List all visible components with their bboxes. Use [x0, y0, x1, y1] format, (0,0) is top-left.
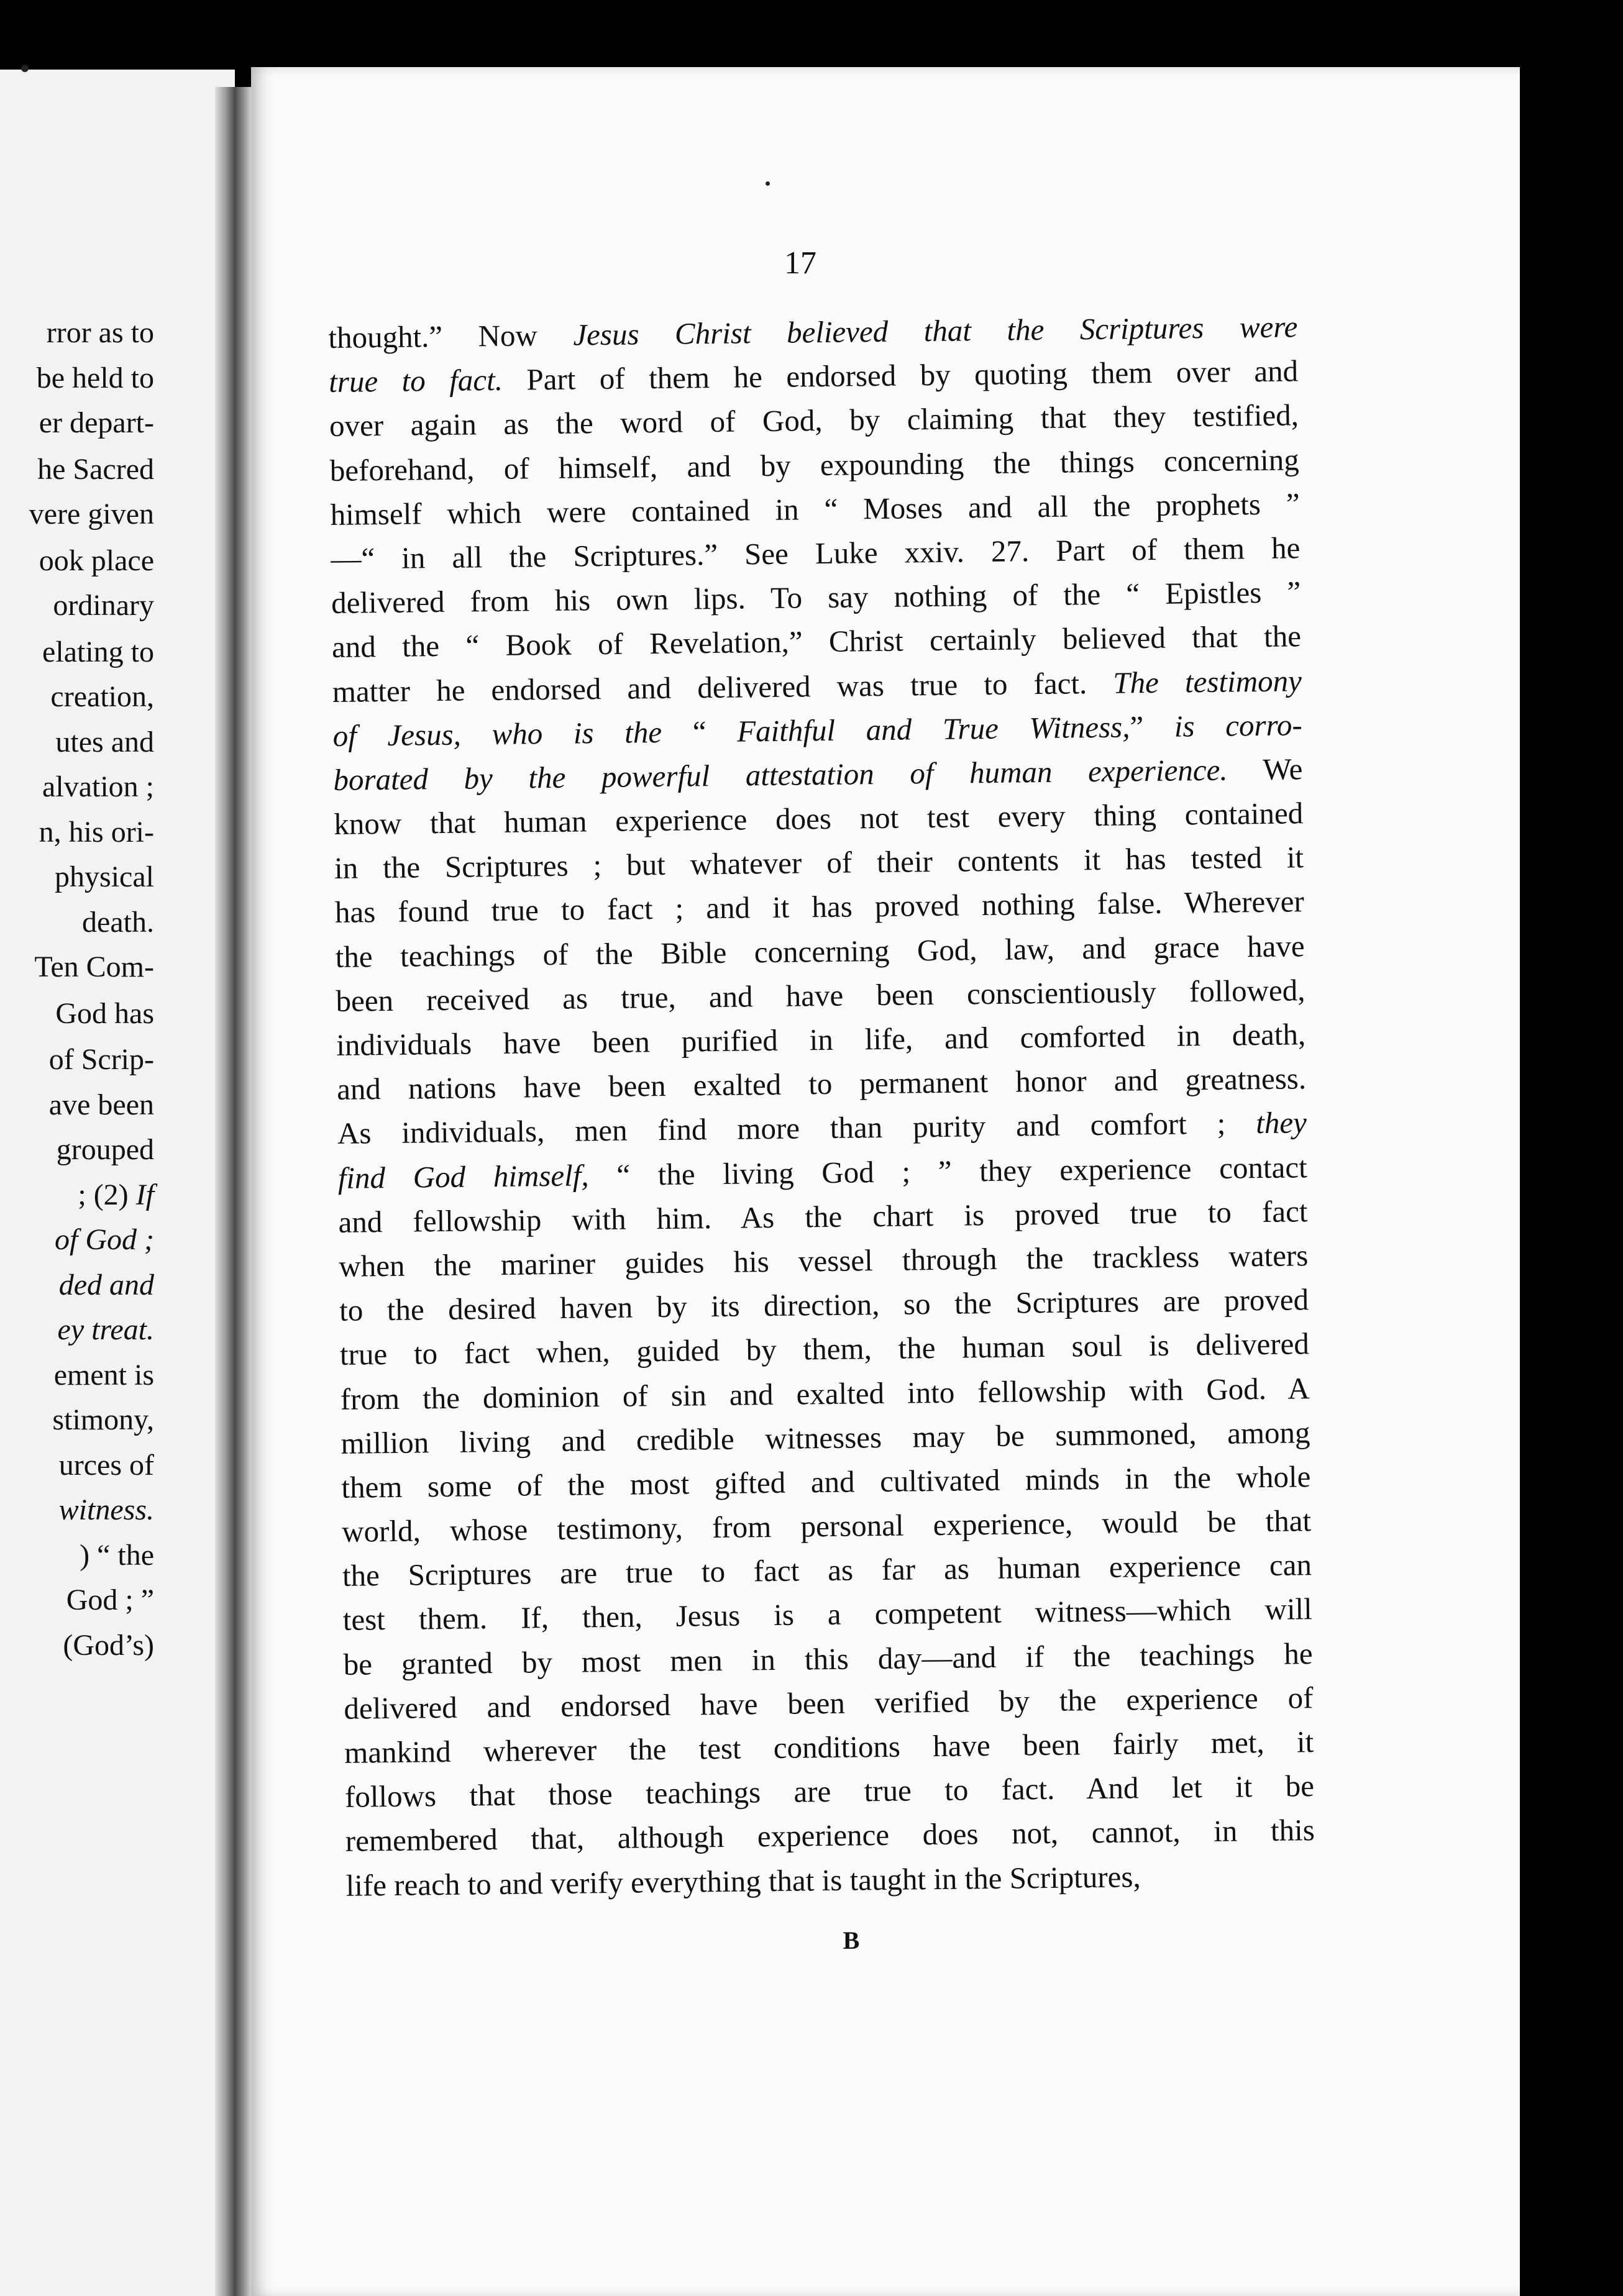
- italic-text: The testimony: [1113, 663, 1302, 700]
- text-run: himself which were contained in “ Moses and all the prophets ”: [330, 486, 1300, 532]
- text-run: has found true to fact ; and it has proved nothing false. Wherever: [334, 884, 1305, 930]
- text-run: and the “ Book of Revelation,” Christ certainly believed that the: [331, 619, 1302, 665]
- text-run: and nations have been exalted to permanent honor and greatness.: [336, 1061, 1307, 1107]
- left-page-line: physical: [55, 860, 154, 893]
- text-run: know that human experience does not test every thing contained: [333, 796, 1304, 842]
- left-page-line: he Sacred: [37, 452, 154, 486]
- text-run: individuals have been purified in life, and comforted in death,: [336, 1017, 1306, 1062]
- left-page-line: ave been: [48, 1088, 154, 1121]
- left-page-line: creation,: [50, 680, 154, 713]
- left-page-line: rror as to: [46, 316, 154, 349]
- text-run: —“ in all the Scriptures.” See Luke xxiv. 27. Part of them he: [331, 531, 1301, 576]
- italic-text: true to fact.: [328, 363, 503, 399]
- left-page-line: witness.: [58, 1493, 154, 1526]
- left-page-line: Ten Com-: [34, 950, 154, 983]
- left-page-line: ded and: [58, 1268, 154, 1301]
- left-page-line: (God’s): [63, 1628, 154, 1662]
- text-run: life reach to and verify everything that is taught in the Scriptures,: [345, 1859, 1141, 1903]
- left-page-line: be held to: [36, 361, 154, 394]
- text-run: been received as true, and have been conscientiously followed,: [336, 973, 1305, 1018]
- text-run: to the desired haven by its direction, so the Scriptures are proved: [339, 1282, 1309, 1328]
- text-run: We: [1227, 752, 1303, 787]
- italic-text: they: [1255, 1105, 1307, 1141]
- text-run: million living and credible witnesses may be summoned, among: [341, 1414, 1310, 1460]
- left-page-line: ) “ the: [80, 1538, 154, 1572]
- text-run: follows that those teachings are true to fact. And let it be: [344, 1769, 1315, 1815]
- text-run: the teachings of the Bible concerning God, law, and grace have: [335, 928, 1305, 974]
- text-run: thought.” Now: [328, 317, 574, 355]
- signature-mark: B: [843, 1926, 860, 1954]
- speck: [21, 65, 29, 72]
- text-run: “ the living God ; ” they experience contact: [588, 1149, 1307, 1192]
- left-page-line: death.: [82, 905, 154, 939]
- text-run: beforehand, of himself, and by expounding the things concerning: [329, 442, 1300, 488]
- text-run: true to fact when, guided by them, the human soul is delivered: [339, 1326, 1310, 1372]
- left-page-line: alvation ;: [42, 770, 154, 803]
- text-run: delivered from his own lips. To say nothing of the “ Epistles ”: [331, 575, 1301, 621]
- left-page-line: n, his ori-: [39, 815, 154, 849]
- speck: [766, 181, 770, 186]
- text-run: world, whose testimony, from personal experience, would be that: [341, 1503, 1312, 1549]
- left-page-line: of God ;: [55, 1223, 154, 1256]
- left-page-line: er depart-: [39, 406, 154, 439]
- text-run: the Scriptures are true to fact as far as human experience can: [342, 1547, 1312, 1593]
- text-run: when the mariner guides his vessel through the trackless waters: [339, 1238, 1309, 1283]
- left-page-line: of Scrip-: [48, 1043, 154, 1076]
- text-run: “: [661, 714, 738, 749]
- text-run: test them. If, then, Jesus is a competent witness—which will: [342, 1592, 1313, 1638]
- italic-text: of Jesus, who is the: [332, 714, 662, 753]
- left-page-line: urces of: [58, 1448, 154, 1482]
- left-page-text: [0, 311, 154, 1668]
- text-run: over again as the word of God, by claiming that they testified,: [329, 398, 1299, 444]
- text-run: in the Scriptures ; but whatever of their contents it has tested it: [334, 840, 1304, 886]
- text-run: be granted by most men in this day—and if the teachings he: [343, 1636, 1313, 1682]
- italic-text: borated by the powerful attestation of human experience.: [333, 752, 1228, 797]
- left-page-line: elating to: [42, 635, 154, 668]
- text-run: and fellowship with him. As the chart is proved true to fact: [338, 1193, 1308, 1239]
- left-page-line: ; (2) If: [78, 1178, 154, 1211]
- left-page-line: God has: [55, 996, 154, 1030]
- left-page-line: vere given: [29, 498, 154, 531]
- left-page-line: grouped: [56, 1133, 154, 1166]
- left-page-line: utes and: [55, 725, 154, 758]
- italic-text: Faithful and True Witness,: [736, 709, 1130, 749]
- italic-text: Jesus Christ believed that the Scriptures were: [573, 309, 1298, 352]
- text-run: them some of the most gifted and cultivated minds in the whole: [341, 1459, 1311, 1505]
- left-page-line: ey treat.: [57, 1313, 154, 1346]
- text-run: remembered that, although experience does not, cannot, in this: [345, 1813, 1315, 1859]
- left-page-line: stimony,: [52, 1403, 154, 1436]
- italic-text: is corro-: [1174, 707, 1302, 744]
- page-number: 17: [784, 245, 816, 281]
- text-run: ”: [1130, 709, 1175, 744]
- text-run: mankind wherever the test conditions have been fairly met, it: [344, 1724, 1314, 1770]
- text-run: delivered and endorsed have been verified by the experience of: [344, 1680, 1314, 1726]
- text-run: As individuals, men find more than purity and comfort ;: [337, 1106, 1256, 1151]
- left-page-line: ement is: [53, 1358, 154, 1392]
- text-run: Part of them he endorsed by quoting them over and: [502, 353, 1299, 398]
- right-margin-shadow: [1520, 67, 1623, 2296]
- left-page-line: ook place: [39, 544, 154, 577]
- text-run: from the dominion of sin and exalted into fellowship with God. A: [340, 1370, 1310, 1416]
- book-gutter: [215, 87, 251, 2296]
- italic-text: find God himself,: [337, 1157, 589, 1195]
- left-page-line: God ; ”: [66, 1583, 154, 1616]
- left-page-line: ordinary: [53, 589, 154, 622]
- body-text: [328, 304, 1315, 1907]
- text-run: matter he endorsed and delivered was true to fact.: [332, 665, 1113, 709]
